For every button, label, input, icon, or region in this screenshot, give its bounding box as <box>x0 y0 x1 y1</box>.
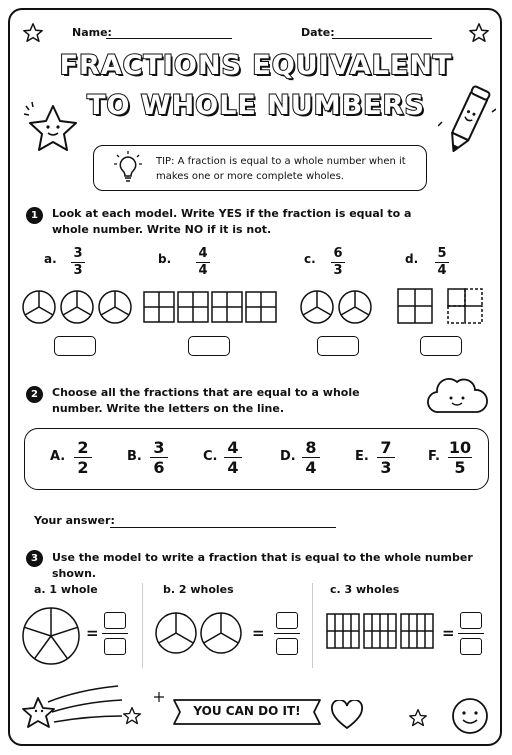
star-icon <box>468 22 490 44</box>
smiling-star-icon <box>22 100 84 158</box>
q2-choice-a-fraction[interactable] <box>74 439 92 476</box>
encouragement-banner <box>172 698 322 726</box>
q3-a-denominator-box[interactable] <box>104 638 126 655</box>
q3-c-denominator-box[interactable] <box>460 638 482 655</box>
denominator: 5 <box>454 458 466 477</box>
q3-c-numerator-box[interactable] <box>460 612 482 629</box>
q1-item-a-fraction <box>71 247 85 278</box>
q1-item-b-letter: b. <box>158 252 172 266</box>
divider <box>142 583 143 668</box>
page-title-line2: TO WHOLE NUMBERS <box>87 90 425 121</box>
numerator: 10 <box>448 438 472 457</box>
q3-b-denominator-box[interactable] <box>276 638 298 655</box>
q1-item-b-fraction <box>196 247 210 278</box>
fraction-bar <box>458 633 484 634</box>
tip-box <box>93 145 427 191</box>
fraction-bar <box>102 633 128 634</box>
q2-choice-f-letter: F. <box>428 449 440 464</box>
q2-choice-e-letter: E. <box>355 449 369 464</box>
q1-model-b-squares <box>143 291 277 323</box>
numerator: 4 <box>227 438 239 457</box>
q1-answer-d-box[interactable] <box>420 336 462 356</box>
q3-model-a-circle <box>20 605 82 667</box>
question-3-text: Use the model to write a fraction that is equal to the whole number shown. <box>52 551 473 580</box>
q1-item-c-fraction <box>331 247 345 278</box>
star-icon <box>122 706 142 726</box>
q2-answer-label: Your answer: <box>34 514 115 527</box>
question-1-text: Look at each model. Write YES if the fraction is equal to a whole number. Write NO if it is not. <box>52 207 412 236</box>
date-field[interactable] <box>332 38 432 39</box>
q1-answer-a-box[interactable] <box>54 336 96 356</box>
question-2-text: Choose all the fractions that are equal to a whole number. Write the letters on the line. <box>52 386 360 415</box>
numerator: 7 <box>380 438 392 457</box>
name-label: Name: <box>72 26 112 39</box>
q3-c-equals: = <box>442 624 455 642</box>
shooting-star-icon <box>18 682 128 738</box>
numerator: 8 <box>305 438 317 457</box>
denominator: 3 <box>73 263 83 278</box>
q3-item-c-label: c. 3 wholes <box>330 583 400 596</box>
q1-item-c-letter: c. <box>304 252 316 266</box>
denominator: 4 <box>305 458 317 477</box>
numerator: 3 <box>73 246 83 261</box>
numerator: 4 <box>198 246 208 261</box>
q1-answer-c-box[interactable] <box>317 336 359 356</box>
smiling-cloud-icon <box>425 372 489 418</box>
divider <box>312 583 313 668</box>
lightbulb-icon <box>114 151 142 185</box>
fraction-bar <box>274 633 300 634</box>
pencil-mascot-icon <box>438 82 496 162</box>
date-label: Date: <box>301 26 335 39</box>
smiley-face-icon <box>450 696 490 736</box>
q2-answer-line[interactable] <box>110 527 336 528</box>
question-2-number: 2 <box>26 386 43 403</box>
q3-b-equals: = <box>252 624 265 642</box>
banner-text: YOU CAN DO IT! <box>193 704 301 718</box>
q2-choice-d-letter: D. <box>280 449 296 464</box>
star-icon <box>408 708 428 728</box>
denominator: 3 <box>380 458 392 477</box>
q2-choice-c-letter: C. <box>203 449 218 464</box>
q3-a-numerator-box[interactable] <box>104 612 126 629</box>
denominator: 4 <box>198 263 208 278</box>
q2-choice-f-fraction[interactable] <box>448 439 472 476</box>
q2-choice-c-fraction[interactable] <box>224 439 242 476</box>
question-3-number: 3 <box>26 550 43 567</box>
q2-choice-b-fraction[interactable] <box>150 439 168 476</box>
numerator: 2 <box>77 438 89 457</box>
sparkle-icon <box>154 692 164 702</box>
q1-model-c-circles <box>297 288 377 326</box>
q1-item-d-letter: d. <box>405 252 419 266</box>
q2-choice-e-fraction[interactable] <box>377 439 395 476</box>
q2-choices-box <box>24 428 489 490</box>
numerator: 3 <box>153 438 165 457</box>
q3-a-equals: = <box>86 624 99 642</box>
denominator: 4 <box>437 263 447 278</box>
q3-model-c-rectangles <box>326 613 436 649</box>
q2-choice-d-fraction[interactable] <box>302 439 320 476</box>
q2-choice-b-letter: B. <box>127 449 142 464</box>
numerator: 6 <box>333 246 343 261</box>
q1-answer-b-box[interactable] <box>188 336 230 356</box>
heart-icon <box>330 700 364 730</box>
denominator: 3 <box>333 263 343 278</box>
name-field[interactable] <box>106 38 232 39</box>
q3-item-a-label: a. 1 whole <box>34 583 98 596</box>
numerator: 5 <box>437 246 447 261</box>
denominator: 2 <box>77 458 89 477</box>
q1-item-a-letter: a. <box>44 252 57 266</box>
question-1-number: 1 <box>26 207 43 224</box>
q2-choice-a-letter: A. <box>50 449 66 464</box>
denominator: 4 <box>227 458 239 477</box>
q3-b-numerator-box[interactable] <box>276 612 298 629</box>
star-icon <box>22 22 44 44</box>
q3-item-b-label: b. 2 wholes <box>163 583 234 596</box>
tip-text: TIP: A fraction is equal to a whole number when it makes one or more complete wholes. <box>156 156 406 182</box>
denominator: 6 <box>153 458 165 477</box>
q1-item-d-fraction <box>435 247 449 278</box>
q3-model-b-circles <box>154 610 244 656</box>
page-title-line1: FRACTIONS EQUIVALENT <box>59 50 453 81</box>
q1-model-a-circles <box>20 288 135 326</box>
q1-model-d-squares <box>397 288 487 326</box>
